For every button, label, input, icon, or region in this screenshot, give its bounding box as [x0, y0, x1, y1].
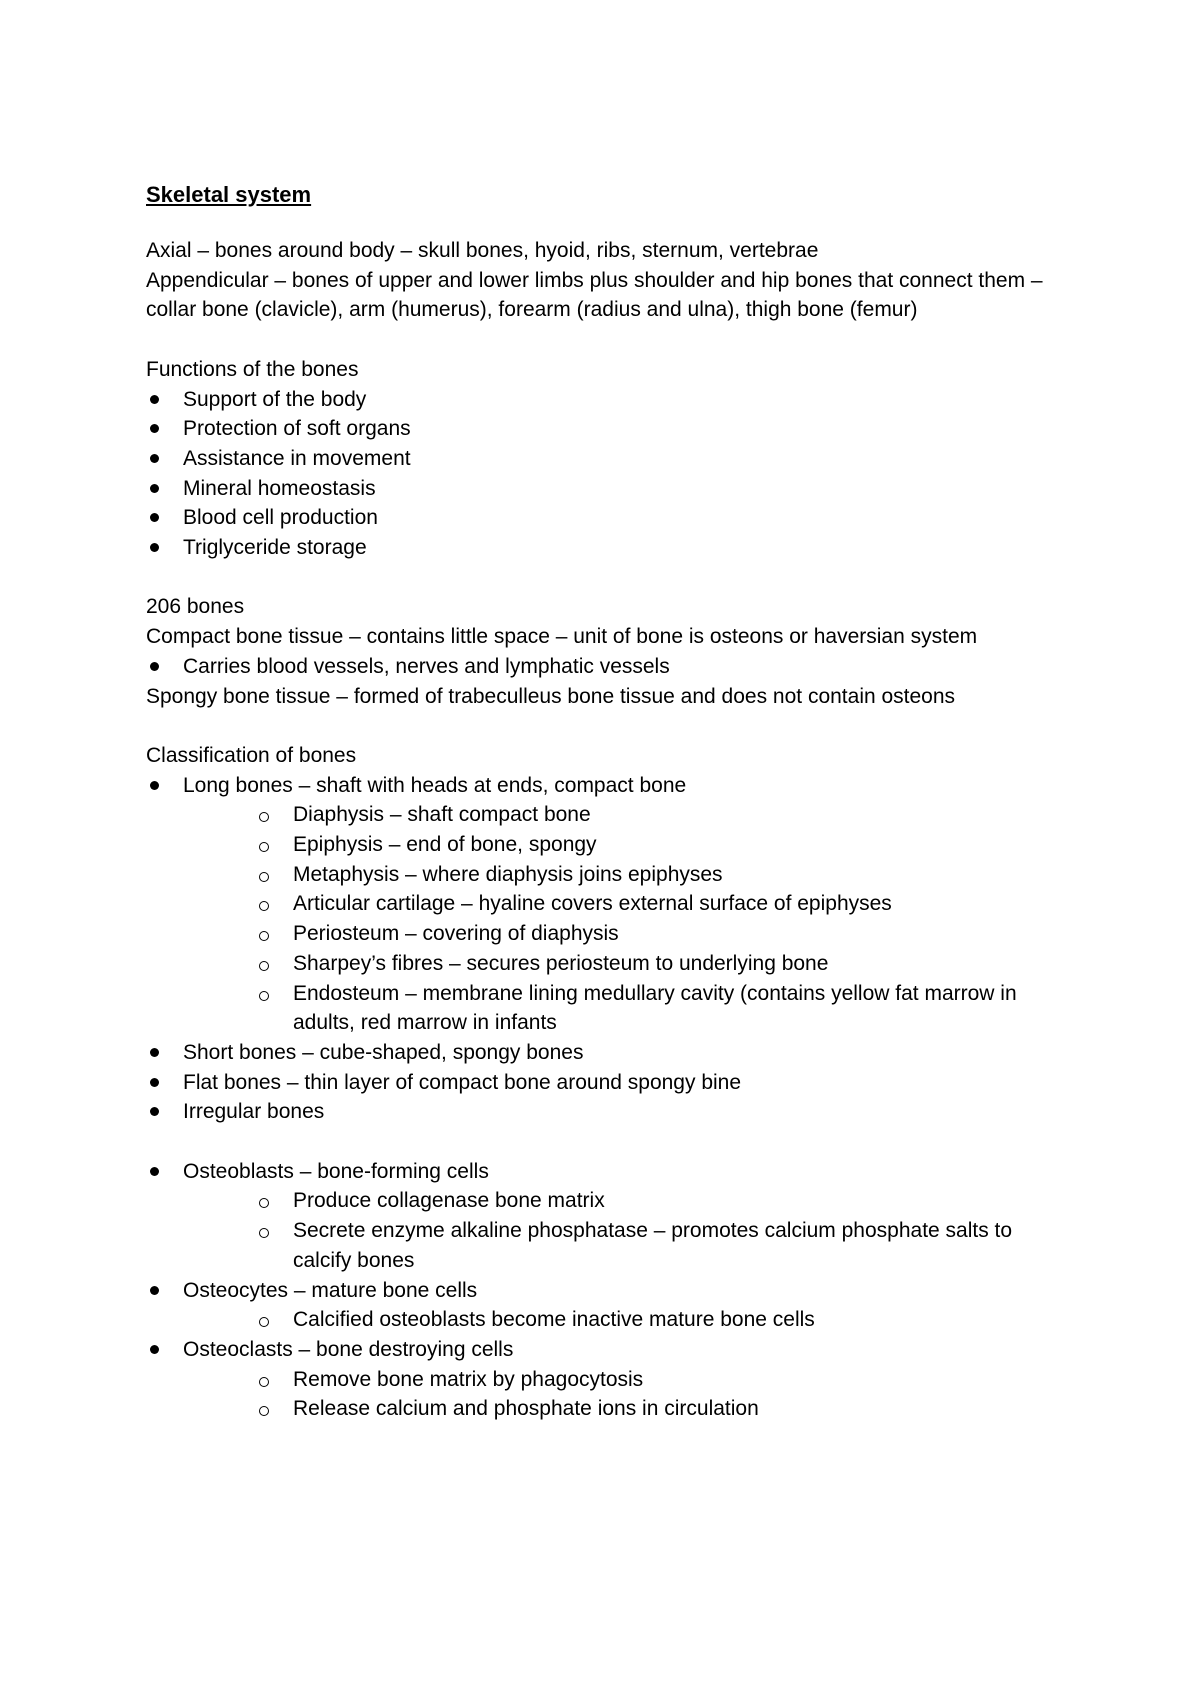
list-item: Mineral homeostasis — [146, 474, 1076, 504]
sub-list-item: Diaphysis – shaft compact bone — [183, 800, 1076, 830]
axial-line: Axial – bones around body – skull bones, hyoid, ribs, sternum, vertebrae — [146, 239, 819, 262]
list-item-osteoclasts — [146, 1335, 1076, 1424]
sub-list-item: Remove bone matrix by phagocytosis — [183, 1365, 1076, 1395]
list-item: Protection of soft organs — [146, 414, 1076, 444]
bone-count: 206 bones — [146, 595, 245, 619]
compact-tissue-line: Compact bone tissue – contains little space – unit of bone is osteons or haversian system — [146, 625, 978, 649]
osteocytes-sublist — [183, 1305, 1076, 1335]
sub-list-item: Sharpey’s fibres – secures periosteum to underlying bone — [183, 949, 1076, 979]
sub-list-item: Endosteum – membrane lining medullary cavity (contains yellow fat marrow in adults, red marrow in infants — [183, 979, 1076, 1038]
list-item-osteocytes — [146, 1276, 1076, 1335]
spacer — [146, 563, 1076, 593]
spacer — [146, 325, 1076, 355]
list-item: Irregular bones — [146, 1097, 1076, 1127]
sub-list-item: Epiphysis – end of bone, spongy — [183, 830, 1076, 860]
compact-tissue-list — [146, 652, 1076, 682]
list-item: Assistance in movement — [146, 444, 1076, 474]
sub-list-item: Release calcium and phosphate ions in circulation — [183, 1394, 1076, 1424]
list-item-osteoblasts — [146, 1157, 1076, 1276]
list-item: Support of the body — [146, 385, 1076, 415]
list-item: Short bones – cube-shaped, spongy bones — [146, 1038, 1076, 1068]
list-item-long-bones — [146, 771, 1076, 1038]
spacer — [146, 1127, 1076, 1157]
long-bones-sublist — [183, 800, 1076, 1038]
list-item: Flat bones – thin layer of compact bone around spongy bine — [146, 1068, 1076, 1098]
sub-list-item: Calcified osteoblasts become inactive mature bone cells — [183, 1305, 1076, 1335]
list-item-label: Osteoclasts – bone destroying cells — [183, 1337, 514, 1361]
functions-heading: Functions of the bones — [146, 357, 359, 381]
spongy-tissue-line: Spongy bone tissue – formed of trabeculleus bone tissue and does not contain osteons — [146, 684, 956, 708]
osteoblasts-sublist — [183, 1186, 1076, 1275]
list-item-label: Osteocytes – mature bone cells — [183, 1278, 478, 1302]
bone-cells-list — [146, 1157, 1076, 1424]
functions-list — [146, 385, 1076, 563]
list-item-label: Long bones – shaft with heads at ends, compact bone — [183, 773, 687, 797]
classification-heading: Classification of bones — [146, 743, 357, 767]
list-item: Carries blood vessels, nerves and lymphatic vessels — [146, 652, 1076, 682]
list-item: Blood cell production — [146, 503, 1076, 533]
sub-list-item: Secrete enzyme alkaline phosphatase – promotes calcium phosphate salts to calcify bones — [183, 1216, 1076, 1275]
page-title: Skeletal system — [146, 182, 312, 207]
sub-list-item: Produce collagenase bone matrix — [183, 1186, 1076, 1216]
sub-list-item: Articular cartilage – hyaline covers external surface of epiphyses — [183, 889, 1076, 919]
spacer — [146, 711, 1076, 741]
classification-list — [146, 771, 1076, 1127]
appendicular-line: Appendicular – bones of upper and lower limbs plus shoulder and hip bones that connect them – collar bone (clavicle), arm (humerus), forearm (radius and ulna), thigh bone (femur) — [146, 268, 1043, 322]
document-body — [146, 180, 1076, 1424]
sub-list-item: Metaphysis – where diaphysis joins epiphyses — [183, 860, 1076, 890]
list-item: Triglyceride storage — [146, 533, 1076, 563]
list-item-label: Osteoblasts – bone-forming cells — [183, 1159, 489, 1183]
sub-list-item: Periosteum – covering of diaphysis — [183, 919, 1076, 949]
osteoclasts-sublist — [183, 1365, 1076, 1424]
